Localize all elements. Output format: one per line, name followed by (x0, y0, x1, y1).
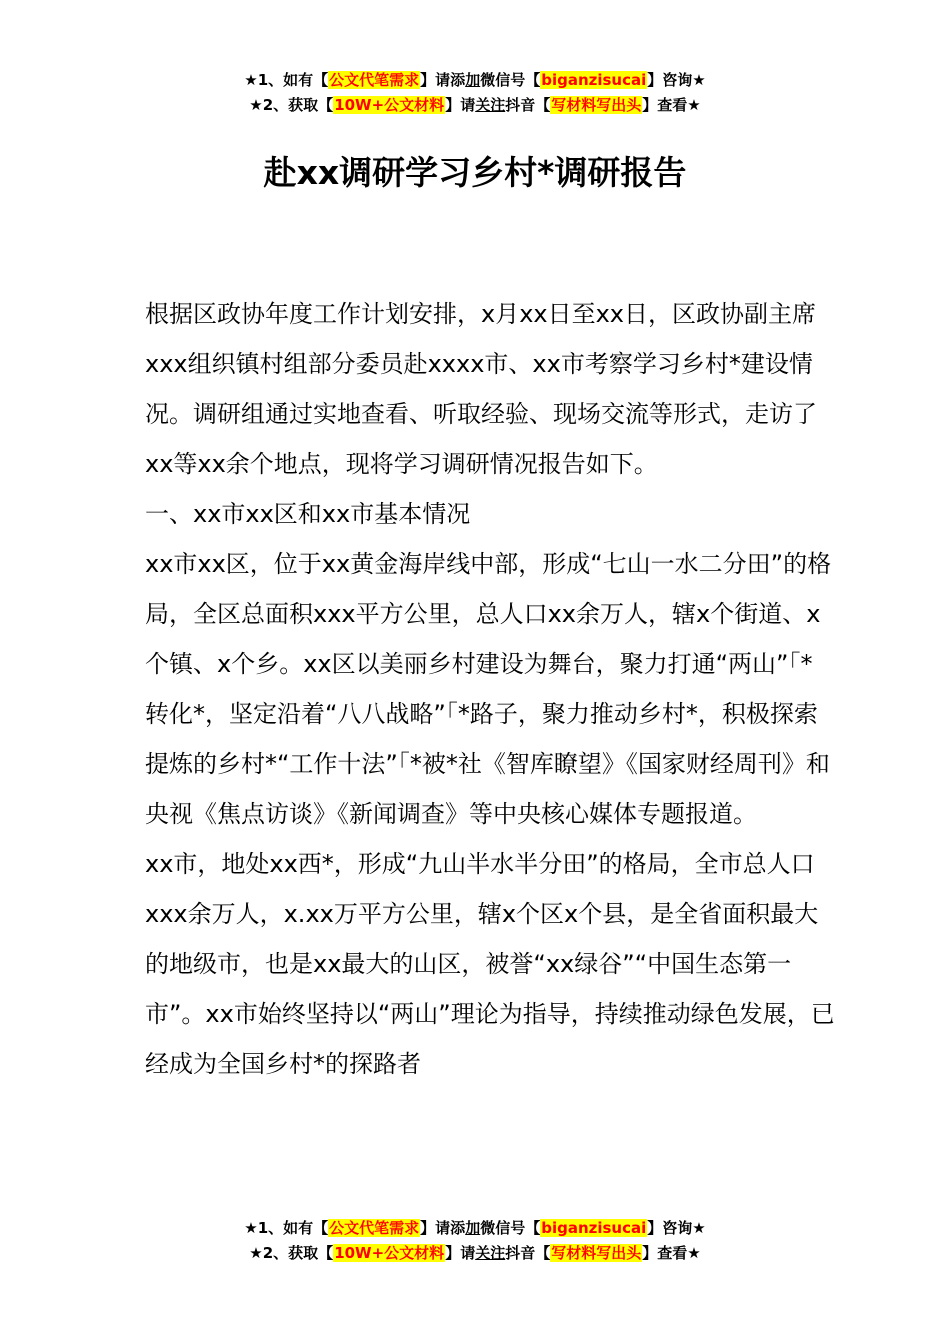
header-banner (0, 68, 950, 118)
banner-text: 】请添 (420, 1219, 466, 1237)
banner-highlight: biganzisucai (541, 1219, 647, 1237)
banner-text: 】请 (445, 1244, 476, 1262)
banner-highlight: 10W+公文材料 (334, 1244, 445, 1262)
banner-text: ★2、获取【 (249, 96, 334, 114)
banner-text: 抖音【 (505, 1244, 551, 1262)
document-body (145, 289, 835, 1089)
banner-line-1 (0, 1216, 950, 1241)
banner-text: ★1、如有【 (244, 1219, 329, 1237)
footer-banner (0, 1216, 950, 1266)
banner-text: 】查看★ (642, 96, 701, 114)
paragraph: xx市xx区，位于xx黄金海岸线中部，形成“七山一水二分田”的格局，全区总面积xxx平方公里，总人口xx余万人，辖x个街道、x个镇、x个乡。xx区以美丽乡村建设为舞台，聚力打通“两山”「*转化*，坚定沿着“八八战略”「*路子，聚力推动乡村*，积极探索提炼的乡村*“工作十法”「*被*社《智库瞭望》《国家财经周刊》和央视《焦点访谈》《新闻调查》等中央核心媒体专题报道。 (145, 550, 832, 828)
banner-underline: 加 (465, 1219, 481, 1237)
banner-line-2 (0, 1241, 950, 1266)
section-heading: 一、xx市xx区和xx市基本情况 (145, 500, 471, 528)
banner-text: 】请 (445, 96, 476, 114)
banner-text: 抖音【 (505, 96, 551, 114)
banner-text: ★1、如有【 (244, 71, 329, 89)
banner-line-1 (0, 68, 950, 93)
banner-highlight: biganzisucai (541, 71, 647, 89)
banner-highlight: 公文代笔需求 (329, 1219, 420, 1237)
banner-text: 】咨询★ (647, 71, 706, 89)
banner-text: 】咨询★ (647, 1219, 706, 1237)
banner-text: ★2、获取【 (249, 1244, 334, 1262)
paragraph: 根据区政协年度工作计划安排，x月xx日至xx日，区政协副主席xxx组织镇村组部分委员赴xxxx市、xx市考察学习乡村*建设情况。调研组通过实地查看、听取经验、现场交流等形式，走访了xx等xx余个地点，现将学习调研情况报告如下。 (145, 300, 817, 478)
banner-underline: 加 (465, 71, 481, 89)
paragraph: xx市，地处xx西*，形成“九山半水半分田”的格局，全市总人口xxx余万人，x.xx万平方公里，辖x个区x个县，是全省面积最大的地级市，也是xx最大的山区，被誉“xx绿谷”“中国生态第一市”。xx市始终坚持以“两山”理论为指导，持续推动绿色发展，已经成为全国乡村*的探路者 (145, 850, 835, 1078)
banner-text: 】请添 (420, 71, 466, 89)
banner-text: 】查看★ (642, 1244, 701, 1262)
banner-highlight: 写材料写出头 (551, 1244, 642, 1262)
banner-line-2 (0, 93, 950, 118)
banner-highlight: 公文代笔需求 (329, 71, 420, 89)
banner-underline: 关注 (475, 1244, 506, 1262)
document-title: 赴xx调研学习乡村*调研报告 (263, 153, 687, 192)
banner-highlight: 10W+公文材料 (334, 96, 445, 114)
banner-text: 微信号【 (480, 1219, 541, 1237)
banner-text: 微信号【 (480, 71, 541, 89)
banner-highlight: 写材料写出头 (551, 96, 642, 114)
banner-underline: 关注 (475, 96, 506, 114)
